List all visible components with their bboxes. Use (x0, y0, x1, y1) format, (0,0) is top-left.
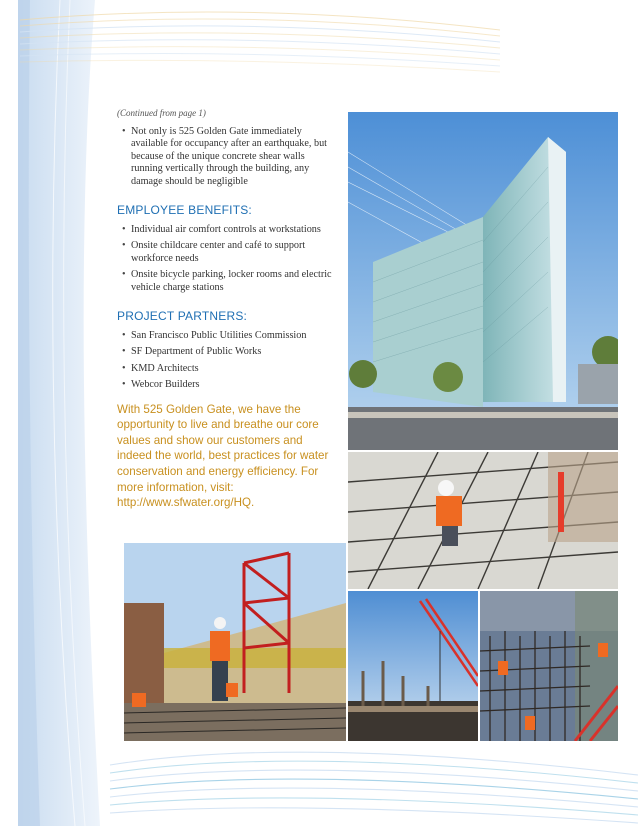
building-photo (348, 112, 618, 450)
list-item: • Not only is 525 Golden Gate immediately available for occupancy after an earthquake, but because of the unique concrete shear walls running vertically through the building, any damage should be negligible (117, 126, 335, 188)
worker-with-tower-photo (124, 543, 346, 741)
top-wave-pattern (0, 0, 638, 110)
employee-benefits-heading: EMPLOYEE BENEFITS: (117, 203, 252, 218)
list-item: • Individual air comfort controls at workstations (117, 224, 335, 236)
article-text-column (117, 108, 335, 522)
rebar-columns-photo (480, 591, 618, 741)
rebar-worker-photo (348, 452, 618, 589)
list-item: • San Francisco Public Utilities Commission (117, 330, 335, 342)
project-partners-list (117, 330, 335, 392)
list-item: • SF Department of Public Works (117, 346, 335, 358)
crane-photo (348, 591, 478, 741)
project-partners-heading: PROJECT PARTNERS: (117, 309, 248, 324)
list-item: • Webcor Builders (117, 379, 335, 391)
list-item: • Onsite childcare center and café to support workforce needs (117, 240, 335, 265)
employee-benefits-list (117, 224, 335, 294)
continued-note: (Continued from page 1) (117, 108, 206, 118)
left-decorative-band (0, 0, 110, 826)
closing-paragraph: With 525 Golden Gate, we have the opportunity to live and breathe our core values and show our customers and indeed the world, best practices for water conservation and energy efficiency. For more information, visit: http://www.sfwater.org/HQ. (117, 402, 329, 510)
list-item: • Onsite bicycle parking, locker rooms and electric vehicle charge stations (117, 269, 335, 294)
intro-bullets (117, 126, 335, 188)
list-item: • KMD Architects (117, 363, 335, 375)
